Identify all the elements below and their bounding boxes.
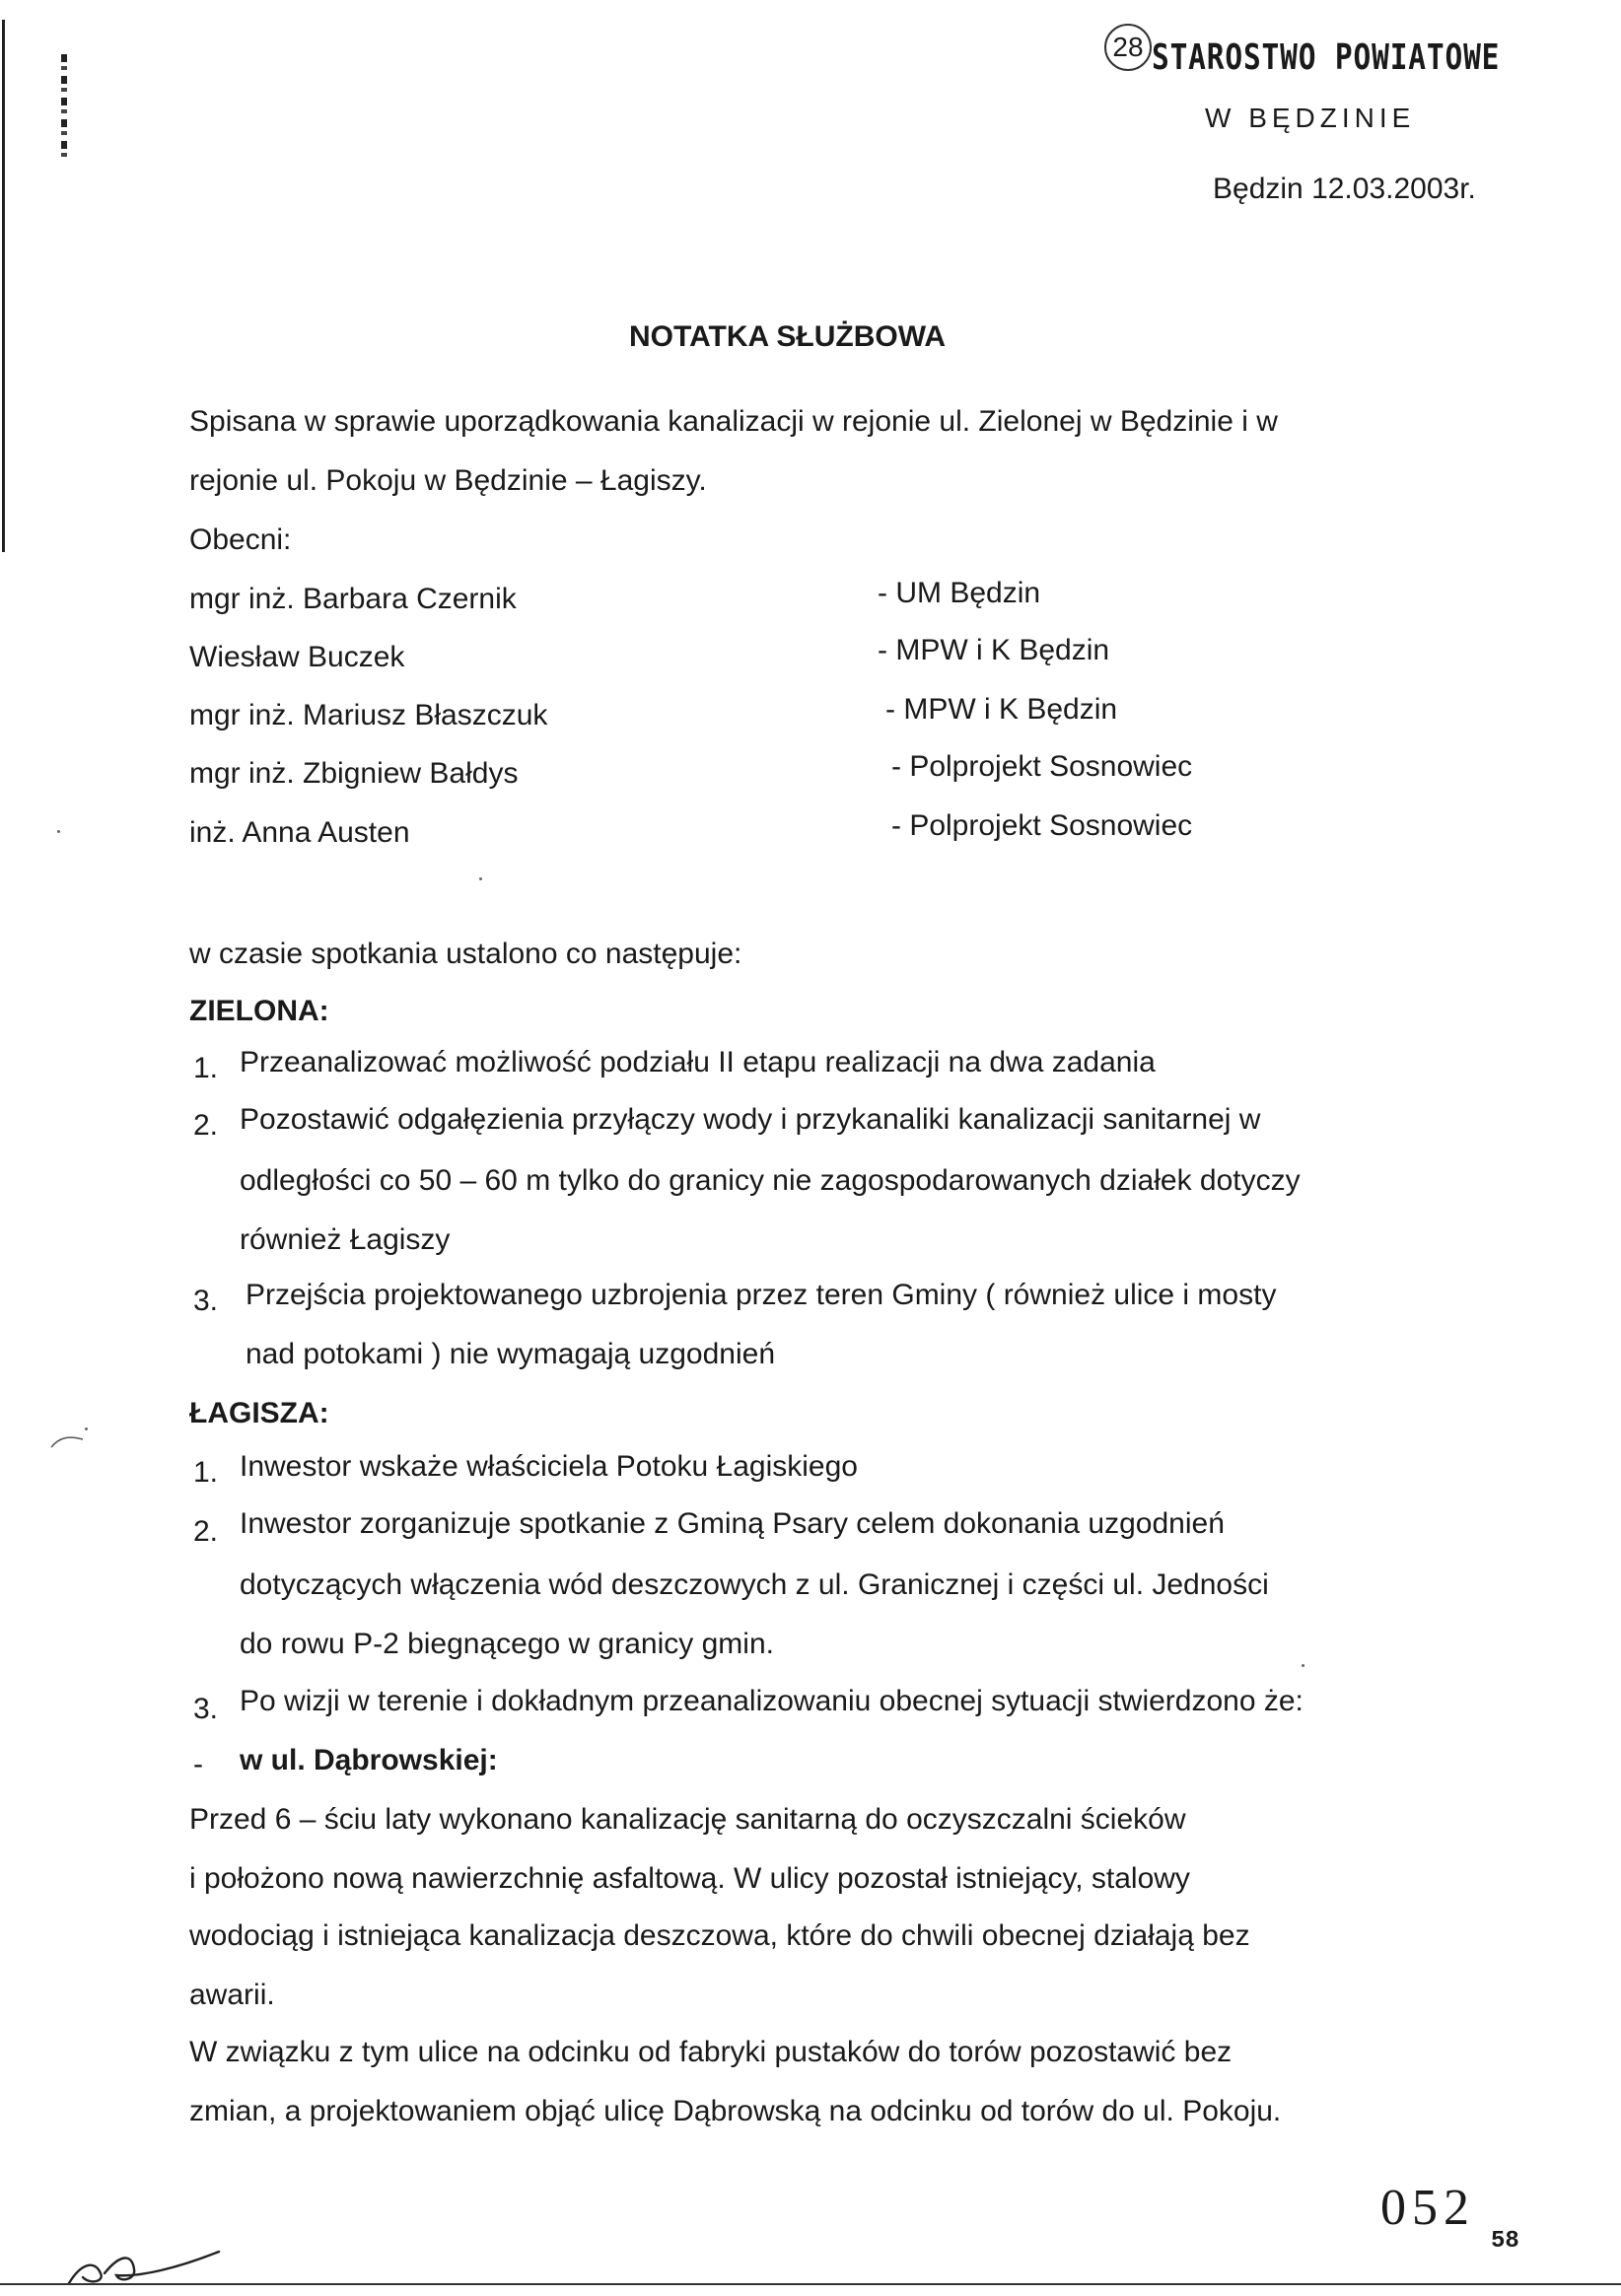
attendee-org: - MPW i K Będzin [878,634,1110,666]
list-number: 1. [193,1052,219,1084]
bullet-dash: - [193,1748,203,1780]
attendee-org: - UM Będzin [878,577,1041,609]
scan-smudge [49,1431,89,1451]
attendee-org: - Polprojekt Sosnowiec [891,809,1193,842]
stamp-office-name: STAROSTWO POWIATOWE [1152,37,1501,78]
scan-speck [1302,1664,1304,1667]
list-item-text: Przejścia projektowanego uzbrojenia przez teren Gminy ( również ulice i mosty [246,1279,1277,1311]
place-date: Będzin 12.03.2003r. [1213,173,1476,205]
subheading-dabrowska: w ul. Dąbrowskiej: [240,1744,498,1776]
list-item-text: nad potokami ) nie wymagają uzgodnień [246,1338,775,1370]
attendee-org: - Polprojekt Sosnowiec [891,750,1193,783]
present-label: Obecni: [189,523,292,556]
agreed-intro: w czasie spotkania ustalono co następuje: [189,938,742,970]
paragraph-line: awarii. [189,1979,275,2011]
list-number: 1. [193,1456,219,1489]
stamp-number-circle [1104,24,1152,71]
list-item-text: dotyczących włączenia wód deszczowych z ul. Granicznej i części ul. Jedności [240,1568,1269,1601]
list-number: 3. [193,1693,219,1725]
paragraph-line: wodociąg i istniejąca kanalizacja deszczowa, które do chwili obecnej działają bez [189,1919,1250,1952]
attendee-org: - MPW i K Będzin [885,693,1118,726]
paragraph-line: W związku z tym ulice na odcinku od fabryki pustaków do torów pozostawić bez [189,2036,1233,2068]
paragraph-line: Przed 6 – ściu laty wykonano kanalizację sanitarną do oczyszczalni ścieków [189,1803,1186,1836]
list-number: 3. [193,1285,219,1317]
list-number: 2. [193,1515,219,1548]
list-item-text: również Łagiszy [240,1223,451,1256]
list-item-text: Pozostawić odgałęzienia przyłączy wody i przykanaliki kanalizacji sanitarnej w [240,1103,1261,1136]
archive-number: 052 [1380,2180,1475,2236]
document-title: NOTATKA SŁUŻBOWA [629,320,947,353]
paragraph-line: zmian, a projektowaniem objąć ulicę Dąbrowską na odcinku od torów do ul. Pokoju. [189,2095,1282,2127]
scan-bottom-edge [0,2283,1621,2285]
scan-binding-mark [61,54,67,163]
scan-speck [85,1427,88,1430]
attendee-name: mgr inż. Barbara Czernik [189,583,517,615]
list-item-text: do rowu P-2 biegnącego w granicy gmin. [240,1628,774,1660]
section-heading-lagisza: ŁAGISZA: [189,1397,329,1429]
section-heading-zielona: ZIELONA: [189,995,329,1027]
intro-line-1: Spisana w sprawie uporządkowania kanalizacji w rejonie ul. Zielonej w Będzinie i w [189,405,1278,438]
intro-line-2: rejonie ul. Pokoju w Będzinie – Łagiszy. [189,464,707,497]
list-number: 2. [193,1109,219,1142]
page-number: 58 [1491,2228,1519,2255]
attendee-name: mgr inż. Zbigniew Bałdys [189,757,519,790]
list-item-text: odległości co 50 – 60 m tylko do granicy nie zagospodarowanych działek dotyczy [240,1164,1301,1197]
scan-edge-line [2,20,5,552]
list-item-text: Po wizji w terenie i dokładnym przeanalizowaniu obecnej sytuacji stwierdzono że: [240,1685,1304,1717]
stamp-number: 28 [1112,32,1144,62]
attendee-name: Wiesław Buczek [189,641,405,673]
list-item-text: Inwestor zorganizuje spotkanie z Gminą Psary celem dokonania uzgodnień [240,1507,1225,1540]
scan-speck [57,830,60,833]
paragraph-line: i położono nową nawierzchnię asfaltową. W ulicy pozostał istniejący, stalowy [189,1862,1190,1895]
stamp-city: W BĘDZINIE [1205,103,1416,133]
attendee-name: mgr inż. Mariusz Błaszczuk [189,699,548,731]
scan-speck [479,877,482,880]
attendee-name: inż. Anna Austen [189,816,410,849]
list-item-text: Przeanalizować możliwość podziału II etapu realizacji na dwa zadania [240,1046,1156,1078]
list-item-text: Inwestor wskaże właściciela Potoku Łagiskiego [240,1450,858,1483]
